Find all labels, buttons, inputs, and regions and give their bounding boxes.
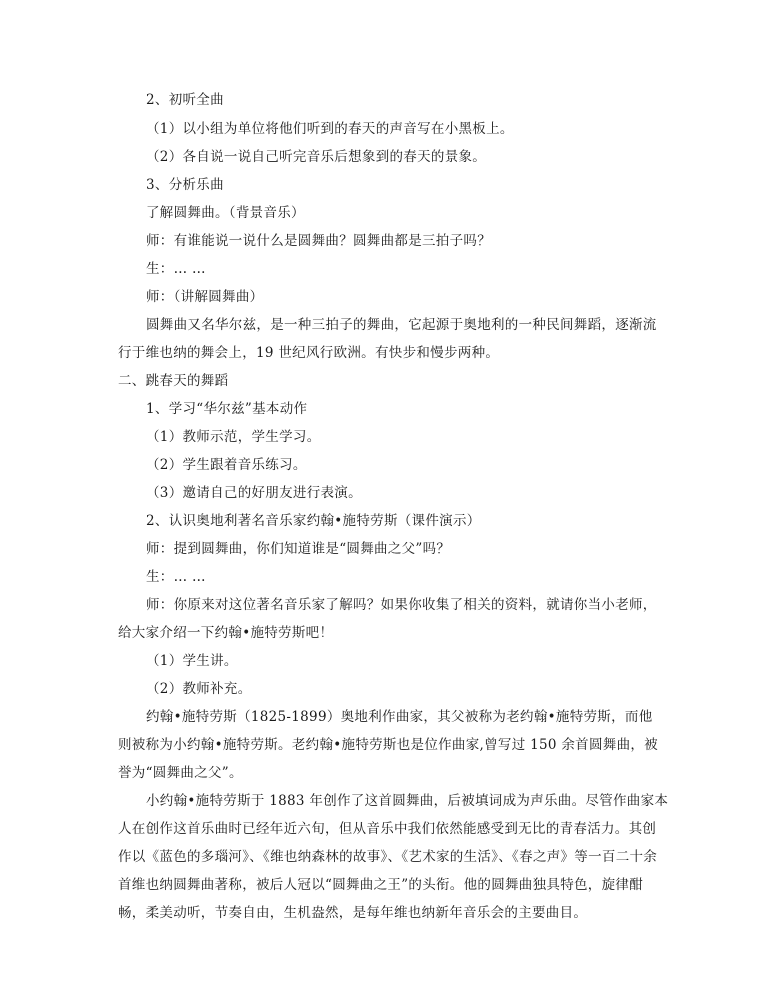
paragraph: 师：（讲解圆舞曲） [146, 289, 264, 305]
paragraph: 师：提到圆舞曲，你们知道谁是“圆舞曲之父”吗？ [146, 541, 451, 557]
paragraph: 誉为“圆舞曲之父”。 [118, 765, 243, 781]
paragraph: 了解圆舞曲。（背景音乐） [146, 205, 305, 221]
heading-analyze: 3、分析乐曲 [146, 177, 224, 193]
paragraph: 则被称为小约翰•施特劳斯。老约翰•施特劳斯也是位作曲家,曾写过 150 余首圆舞曲，被 [118, 737, 658, 753]
paragraph: （2）教师补充。 [146, 681, 252, 697]
paragraph: 人在创作这首乐曲时已经年近六旬，但从音乐中我们依然能感受到无比的青春活力。其创 [118, 821, 657, 837]
paragraph: 约翰•施特劳斯（1825-1899）奥地利作曲家，其父被称为老约翰•施特劳斯，而他 [146, 709, 653, 725]
paragraph: 行于维也纳的舞会上，19 世纪风行欧洲。有快步和慢步两种。 [118, 345, 500, 361]
paragraph: 给大家介绍一下约翰•施特劳斯吧！ [118, 625, 334, 641]
heading-listen-full: 2、初听全曲 [146, 92, 224, 108]
section-heading-dance: 二、跳春天的舞蹈 [118, 373, 229, 389]
paragraph: （2）各自说一说自己听完音乐后想象到的春天的景象。 [146, 149, 487, 165]
paragraph: （3）邀请自己的好朋友进行表演。 [146, 485, 362, 501]
paragraph: 首维也纳圆舞曲著称，被后人冠以“圆舞曲之王”的头衔。他的圆舞曲独具特色，旋律酣 [118, 877, 644, 893]
paragraph: 作以《蓝色的多瑙河》、《维也纳森林的故事》、《艺术家的生活》、《春之声》等一百二十余 [118, 849, 658, 865]
heading-strauss: 2、认识奥地利著名音乐家约翰•施特劳斯（课件演示） [146, 513, 481, 529]
paragraph: 师：有谁能说一说什么是圆舞曲？圆舞曲都是三拍子吗？ [146, 233, 491, 249]
heading-waltz-steps: 1、学习“华尔兹”基本动作 [146, 401, 308, 417]
paragraph: （1）教师示范，学生学习。 [146, 429, 321, 445]
paragraph: （1）学生讲。 [146, 653, 238, 669]
paragraph: 生：… … [146, 569, 206, 585]
paragraph: 圆舞曲又名华尔兹，是一种三拍子的舞曲，它起源于奥地利的一种民间舞蹈，逐渐流 [146, 317, 657, 333]
paragraph: 畅，柔美动听，节奏自由，生机盎然，是每年维也纳新年音乐会的主要曲目。 [118, 905, 588, 921]
paragraph: （2）学生跟着音乐练习。 [146, 457, 307, 473]
paragraph: （1）以小组为单位将他们听到的春天的声音写在小黑板上。 [146, 121, 514, 137]
paragraph: 生：… … [146, 261, 206, 277]
paragraph: 师：你原来对这位著名音乐家了解吗？如果你收集了相关的资料，就请你当小老师， [146, 597, 657, 613]
paragraph: 小约翰•施特劳斯于 1883 年创作了这首圆舞曲，后被填词成为声乐曲。尽管作曲家本 [146, 793, 669, 809]
